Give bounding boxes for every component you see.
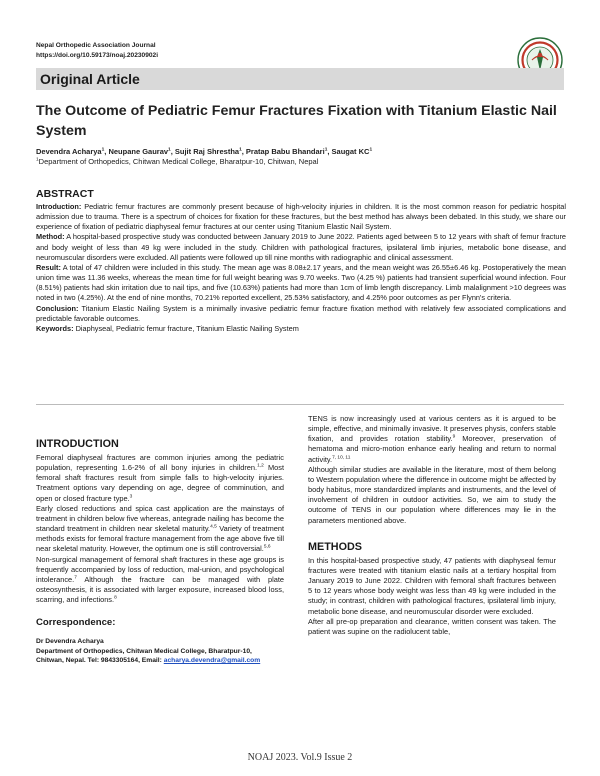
left-column — [36, 437, 284, 666]
methods-paragraph: After all pre-op preparation and clearance, written consent was taken. The patient was supine on the radiolucent table, — [308, 616, 556, 636]
right-column — [308, 414, 556, 637]
author-name: Saugat KC — [331, 147, 370, 156]
author-name: Neupane Gaurav — [108, 147, 169, 156]
affiliation: $^1$Department of Orthopedics, Chitwan Medical College, Bharatpur-10, Chitwan, Nepal — [36, 157, 319, 166]
author-name: Sujit Raj Shrestha — [174, 147, 240, 156]
author-list: Devendra Acharya$^1$, Neupane Gaurav$^1$, Sujit Raj Shrestha$^1$, Pratap Babu Bhandari$^1$, Saugat $KC^1$ — [36, 147, 373, 156]
methods-heading: METHODS — [308, 540, 362, 553]
correspondence-heading: Correspondence: — [36, 617, 116, 629]
correspondence-email-link[interactable]: acharya.devendra@gmail.com — [163, 657, 261, 665]
article-title: The Outcome of Pediatric Femur Fractures Fixation with Titanium Elastic Nail System — [36, 103, 557, 139]
intro-paragraph: Non-surgical management of femoral shaft fractures in these age groups is frequently accompanied by loss of reduction, mal-union, and psychological intolerance.$^7$ Although the fracture can be managed with plate osteosynthesis, it is associated with larger exposure, increased blood loss, scarring, and infections.$^8$ — [36, 554, 284, 605]
correspondence-block — [36, 637, 284, 666]
correspondence-contact: Chitwan, Nepal. Tel: 9843305164, Email: acharya.devendra@gmail.com — [36, 657, 261, 665]
abstract-conclusion: Conclusion: Titanium Elastic Nailing System is a minimally invasive pediatric femur fracture fixation method with relatively few associated complications and predictable favorable outcomes. — [36, 303, 566, 323]
intro-paragraph: Early closed reductions and spica cast application are the mainstays of treatment in children below five whereas, antegrade nailing has become the standard treatment in children near skeletal maturity.$^{4,5}$ Variety of treatment methods exists for femoral fracture management from the age above five till near skeletal maturity. However, the optimum one is still controversial.$^{5,6}$ — [36, 503, 284, 554]
page-footer: NOAJ 2023. Vol.9 Issue 2 — [247, 752, 353, 763]
introduction-heading: INTRODUCTION — [36, 438, 119, 450]
doi-link[interactable]: https://doi.org/10.59173/noaj.20230902i — [36, 52, 159, 59]
journal-name: Nepal Orthopedic Association Journal — [36, 42, 156, 49]
abstract-method: Method: A hospital-based prospective study was conducted between January 2019 to June 2022. Patients aged between 5 to 12 years with shaft of femur fracture and body weight of less than 49 kg were included in the study. Children with pathological fractures, ipsilateral limb injuries, metabolic bone disease, and neuromuscular disorders were excluded. All patients were followed up till nine months with radiographic and clinical assessment. — [36, 232, 566, 262]
methods-paragraph: In this hospital-based prospective study, 47 patients with diaphyseal femur fractures were treated with titanium elastic nails at a tertiary hospital from January 2019 to June 2022. Children with femoral shaft fractures between 5 to 12 years whose body weight was less than 49 kg were included in the study; in contrast, children with pathological fractures, ipsilateral limb injury, metabolic bone disease, and neuromuscular disorder were excluded. — [308, 555, 556, 616]
intro-paragraph: TENS is now increasingly used at various centers as it is argued to be simple, effective, and minimally invasive. It preserves physis, confers stable fixation, and provides rotation stability.$^9$ Moreover, preservation of hematoma and micro-motion enhance early healing and return to normal activity.$^{7, 10, 11}$ — [308, 414, 556, 464]
section-divider — [36, 404, 564, 405]
journal-header — [36, 41, 158, 61]
abstract-body — [36, 202, 566, 334]
abstract-keywords: Keywords: Diaphyseal, Pediatric femur fracture, Titanium Elastic Nailing System — [36, 323, 299, 333]
author-name: Devendra Acharya — [36, 147, 102, 156]
correspondence-address: Department of Orthopedics, Chitwan Medical College, Bharatpur-10, — [36, 647, 252, 655]
abstract-introduction: Introduction: Pediatric femur fractures are commonly present because of high-velocity injuries in children. It is the most common reason for pediatric hospital admission due to trauma. There is a spectrum of choices for fixation for these fractures, but the best method has always been debated. In this study, we share our experience of fixation of pediatric diaphyseal femur fractures at our center using Titanium Elastic Nail System. — [36, 202, 566, 232]
abstract-heading: ABSTRACT — [36, 188, 94, 200]
correspondence-name: Dr Devendra Acharya — [36, 638, 104, 646]
intro-paragraph: Femoral diaphyseal fractures are common injuries among the pediatric population, representing 1.6-2% of all bony injuries in children.$^{1,2}$ Most femoral shaft fractures result from simple falls to high-velocity injuries. Treatment options vary depending on age, degree of comminution, and open or closed fracture type.$^3$ — [36, 453, 284, 503]
intro-paragraph: Although similar studies are available in the literature, most of them belong to Western population where the difference in outcome might be affected by body habitus, more standardized implants and instruments, and the level of involvement of children in outdoor activities. So, we aim to study the outcome of TENS in our population where differences may lie in the parameters mentioned above. — [308, 464, 556, 525]
article-type-banner: Original Article — [36, 68, 564, 90]
author-name: Pratap Babu Bhandari — [245, 147, 325, 156]
abstract-result: Result: A total of 47 children were included in this study. The mean age was 8.08±2.17 years, and the mean weight was 26.55±6.46 kg. Postoperatively the mean union time was 11.36 weeks, whereas the mean time for full weight bearing was 9.70 weeks. Two (4.25 %) patients had transient superficial wound infection. Four (8.51%) patients had skin irritation due to nail tips, and five (10.63%) patients had more than 1cm of limb length discrepancy. Limb malalignment >10 degrees was noted in two (4.25%). At the end of nine months, 70.21% reported excellent, 25.53% satisfactory, and 4.25% poor outcomes as per Flynn's criteria. — [36, 262, 566, 303]
